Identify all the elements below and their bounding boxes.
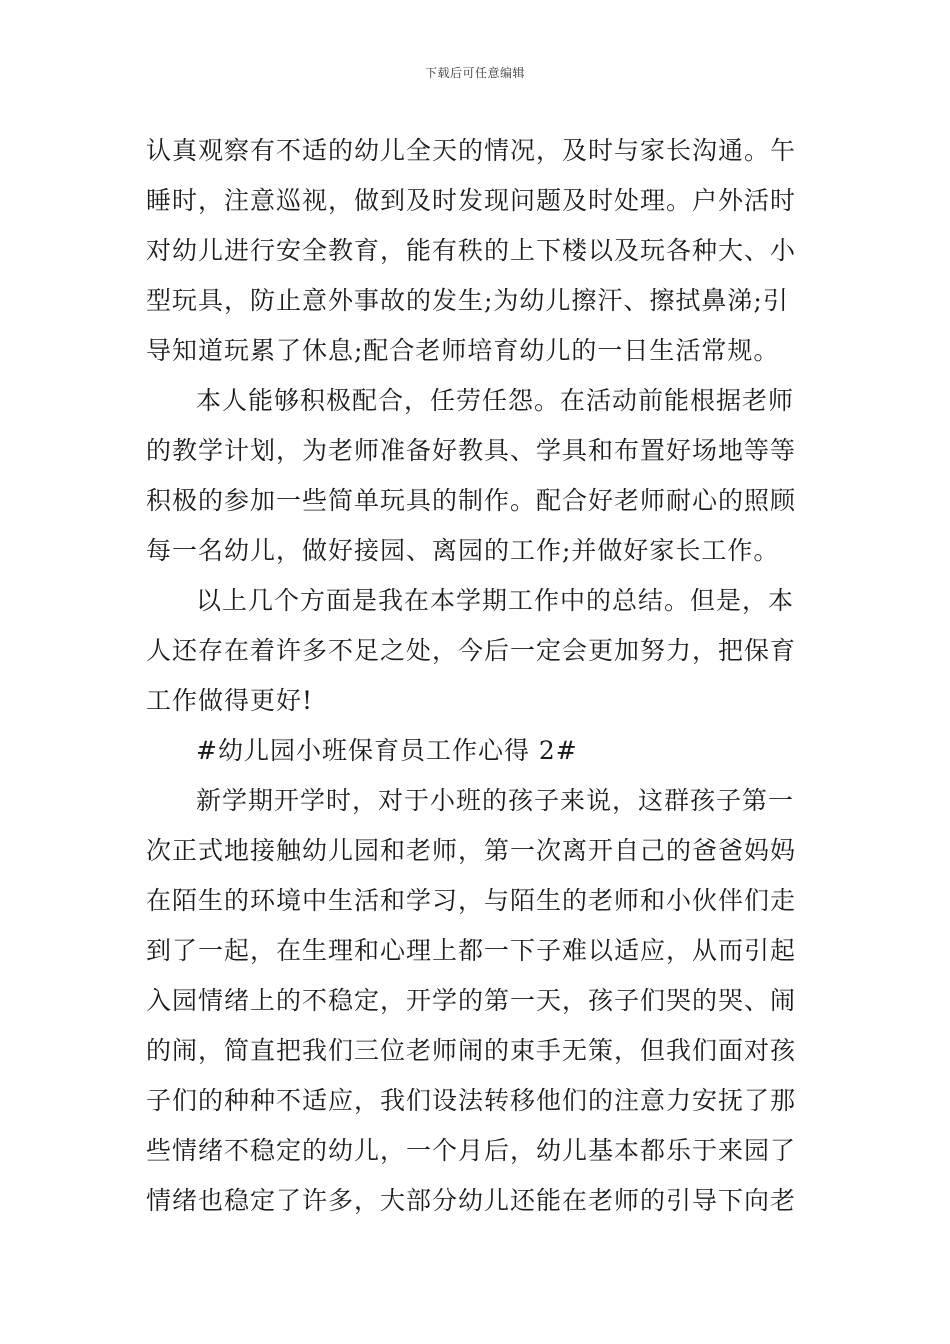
text-line: 情绪也稳定了许多，大部分幼儿还能在老师的引导下向老 [146, 1186, 797, 1215]
text-line: 认真观察有不适的幼儿全天的情况，及时与家长沟通。午 [146, 136, 797, 165]
paragraph-first-line: 以上几个方面是我在本学期工作中的总结。但是，本 [196, 586, 795, 615]
text-line: 次正式地接触幼儿园和老师，第一次离开自己的爸爸妈妈 [146, 836, 797, 865]
section-heading: #幼儿园小班保育员工作心得 2# [196, 736, 578, 765]
text-line: 型玩具，防止意外事故的发生;为幼儿擦汗、擦拭鼻涕;引 [146, 286, 789, 315]
text-line: 工作做得更好! [146, 686, 314, 715]
text-line: 在陌生的环境中生活和学习，与陌生的老师和小伙伴们走 [146, 886, 797, 915]
text-line: 人还存在着许多不足之处，今后一定会更加努力，把保育 [146, 636, 797, 665]
text-line: 入园情绪上的不稳定，开学的第一天，孩子们哭的哭、闹 [146, 986, 797, 1015]
text-line: 每一名幼儿，做好接园、离园的工作;并做好家长工作。 [146, 536, 780, 565]
text-line: 的教学计划，为老师准备好教具、学具和布置好场地等等 [146, 436, 797, 465]
text-line: 积极的参加一些简单玩具的制作。配合好老师耐心的照顾 [146, 486, 797, 515]
text-line: 对幼儿进行安全教育，能有秩的上下楼以及玩各种大、小 [146, 236, 797, 265]
paragraph-first-line: 本人能够积极配合，任劳任怨。在活动前能根据老师 [196, 386, 795, 415]
text-line: 到了一起，在生理和心理上都一下子难以适应，从而引起 [146, 936, 797, 965]
text-line: 些情绪不稳定的幼儿，一个月后，幼儿基本都乐于来园了 [146, 1136, 797, 1165]
paragraph-first-line: 新学期开学时，对于小班的孩子来说，这群孩子第一 [196, 786, 795, 815]
text-line: 的闹，简直把我们三位老师闹的束手无策，但我们面对孩 [146, 1036, 797, 1065]
text-line: 子们的种种不适应，我们设法转移他们的注意力安抚了那 [146, 1086, 797, 1115]
page-header: 下载后可任意编辑 [424, 66, 525, 80]
text-line: 导知道玩累了休息;配合老师培育幼儿的一日生活常规。 [146, 336, 780, 365]
text-line: 睡时，注意巡视，做到及时发现问题及时处理。户外活时 [146, 186, 797, 215]
